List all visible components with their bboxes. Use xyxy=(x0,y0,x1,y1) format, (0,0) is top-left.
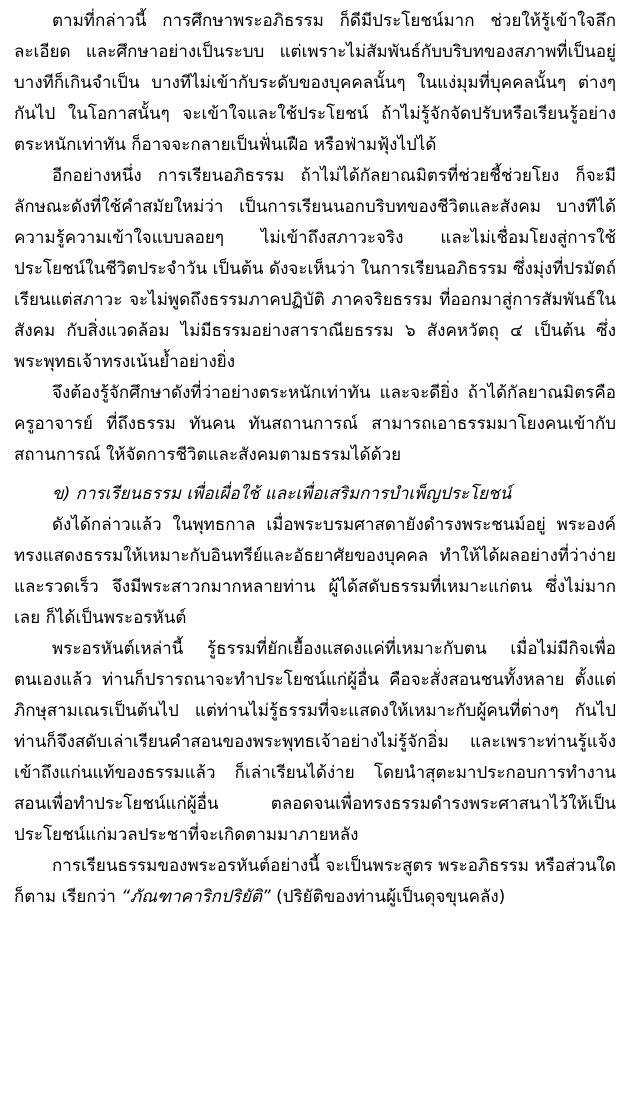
quoted-term: “ภัณฑาคาริกปริยัติ” xyxy=(121,887,271,907)
paragraph-1: ตามที่กล่าวนี้ การศึกษาพระอภิธรรม ก็ดีมีประโยชน์มาก ช่วยให้รู้เข้าใจลึกละเอียด และศึกษาอย่างเป็นระบบ แต่เพราะไม่สัมพันธ์กับบริบทของสภาพที่เป็นอยู่ บางทีก็เกินจำเป็น บางทีไม่เข้ากับระดับของบุคคลนั้นๆ ในแง่มุมที่บุคคลนั้นๆ ต่างๆ กันไป ในโอกาสนั้นๆ จะเข้าใจและใช้ประโยชน์ ถ้าไม่รู้จักจัดปรับหรือเรียนรู้อย่างตระหนักเท่าทัน ก็อาจจะกลายเป็นฟั่นเฝือ หรือฟ่ามฟุ้งไปได้ xyxy=(14,11,616,155)
paragraph-6-text: การเรียนธรรมของพระอรหันต์อย่างนี้ จะเป็นพระสูตร พระอภิธรรม หรือส่วนใดก็ตาม เรียกว่า xyxy=(14,856,616,907)
section-heading: ข) การเรียนธรรม เพื่อเผื่อใช้ และเพื่อเสริมการบำเพ็ญประโยชน์ xyxy=(52,484,512,504)
paragraph-3: จึงต้องรู้จักศึกษาดังที่ว่าอย่างตระหนักเท่าทัน และจะดียิ่ง ถ้าได้กัลยาณมิตรคือครูอาจารย์ ที่ถึงธรรม ทันคน ทันสถานการณ์ สามารถเอาธรรมมาโยงคนเข้ากับสถานการณ์ ให้จัดการชีวิตและสังคมตามธรรมได้ด้วย xyxy=(14,383,616,465)
paragraph-4: ดังได้กล่าวแล้ว ในพุทธกาล เมื่อพระบรมศาสดายังดำรงพระชนม์อยู่ พระองค์ทรงแสดงธรรมให้เหมาะกับอินทรีย์และอัธยาศัยของบุคคล ทำให้ได้ผลอย่างที่ว่าง่ายและรวดเร็ว จึงมีพระสาวกมากหลายท่าน ผู้ได้สดับธรรมที่เหมาะแก่ตน ซึ่งไม่มากเลย ก็ได้เป็นพระอรหันต์ xyxy=(14,515,616,628)
paragraph-6-gloss: (ปริยัติของท่านผู้เป็นดุจขุนคลัง) xyxy=(270,887,506,907)
paragraph-2: อีกอย่างหนึ่ง การเรียนอภิธรรม ถ้าไม่ได้กัลยาณมิตรที่ช่วยชี้ช่วยโยง ก็จะมีลักษณะดังที่ใช้คำสมัยใหม่ว่า เป็นการเรียนนอกบริบทของชีวิตและสังคม บางทีได้ความรู้ความเข้าใจแบบลอยๆ ไม่เข้าถึงสภาวะจริง และไม่เชื่อมโยงสู่การใช้ประโยชน์ในชีวิตประจำวัน เป็นต้น ดังจะเห็นว่า ในการเรียนอภิธรรม ซึ่งมุ่งที่ปรมัตถ์ เรียนแต่สภาวะ จะไม่พูดถึงธรรมภาคปฏิบัติ ภาคจริยธรรม ที่ออกมาสู่การสัมพันธ์ในสังคม กับสิ่งแวดล้อม ไม่มีธรรมอย่างสาราณียธรรม ๖ สังคหวัตถุ ๔ เป็นต้น ซึ่งพระพุทธเจ้าทรงเน้นย้ำอย่างยิ่ง xyxy=(14,166,616,372)
paragraph-6 xyxy=(14,851,616,913)
paragraph-5: พระอรหันต์เหล่านี้ รู้ธรรมที่ยักเยื้องแสดงแค่ที่เหมาะกับตน เมื่อไม่มีกิจเพื่อตนเองแล้ว ท่านก็ปรารถนาจะทำประโยชน์แก่ผู้อื่น คือจะสั่งสอนชนทั้งหลาย ตั้งแต่ภิกษุสามเณรเป็นต้นไป แต่ท่านไม่รู้ธรรมที่จะแสดงให้เหมาะกับผู้คนที่ต่างๆ กันไป ท่านก็จึงสดับเล่าเรียนคำสอนของพระพุทธเจ้าอย่างไม่รู้จักอิ่ม และเพราะท่านรู้แจ้งเข้าถึงแก่นแท้ของธรรมแล้ว ก็เล่าเรียนได้ง่าย โดยนำสุตะมาประกอบการทำงานสอนเพื่อทำประโยชน์แก่ผู้อื่น ตลอดจนเพื่อทรงธรรมดำรงพระศาสนาไว้ให้เป็นประโยชน์แก่มวลประชาที่จะเกิดตามมาภายหลัง xyxy=(14,639,616,845)
